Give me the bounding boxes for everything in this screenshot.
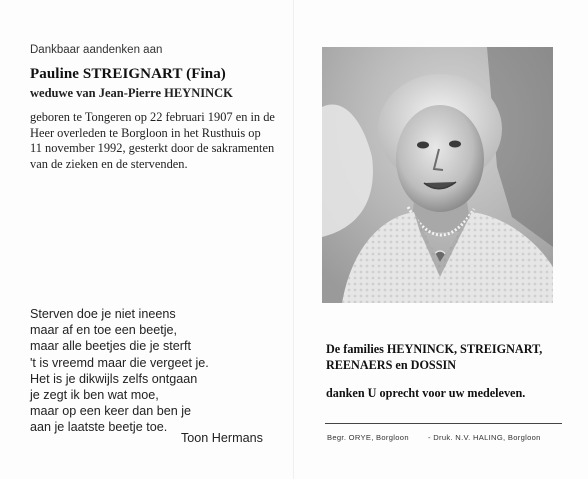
deceased-name: Pauline STREIGNART (Fina) <box>30 66 226 82</box>
bio-line: geboren te Tongeren op 22 februari 1907 en in de <box>30 110 275 124</box>
families-block <box>326 342 542 373</box>
poem-line: maar af en toe een beetje, <box>30 323 178 338</box>
poem-line: maar op een keer dan ben je <box>30 404 192 419</box>
poem <box>30 306 209 436</box>
poem-author: Toon Hermans <box>181 431 263 445</box>
poem-line: Het is je dikwijls zelfs ontgaan <box>30 371 198 386</box>
bio-line: Heer overleden te Borgloon in het Rusthuis op <box>30 125 261 140</box>
portrait-photo <box>322 47 553 303</box>
poem-line: Sterven doe je niet ineens <box>30 307 176 321</box>
poem-line: 't is vreemd maar die vergeet je. <box>30 355 209 370</box>
thanks-line: danken U oprecht voor uw medeleven. <box>326 386 526 400</box>
footer-divider <box>325 423 562 424</box>
families-line: De families HEYNINCK, STREIGNART, <box>326 342 543 356</box>
biography <box>30 110 288 172</box>
undertaker-credit: Begr. ORYE, Borgloon <box>327 433 409 442</box>
intro-text <box>30 44 280 56</box>
families-line: REENAERS en DOSSIN <box>326 357 457 372</box>
portrait-photo-image <box>322 47 553 303</box>
bio-line: van de zieken en de stervenden. <box>30 156 188 171</box>
card-fold-line <box>293 0 294 479</box>
poem-line: aan je laatste beetje toe. <box>30 420 168 435</box>
poem-line: maar alle beetjes die je sterft <box>30 339 192 354</box>
intro-line: Dankbaar aandenken aan <box>30 44 163 56</box>
bio-line: 11 november 1992, gesterkt door de sakramenten <box>30 141 275 155</box>
poem-line: je zegt ik ben wat moe, <box>30 388 159 403</box>
widow-line: weduwe van Jean-Pierre HEYNINCK <box>30 86 233 100</box>
printer-credit: - Druk. N.V. HALING, Borgloon <box>428 433 541 442</box>
